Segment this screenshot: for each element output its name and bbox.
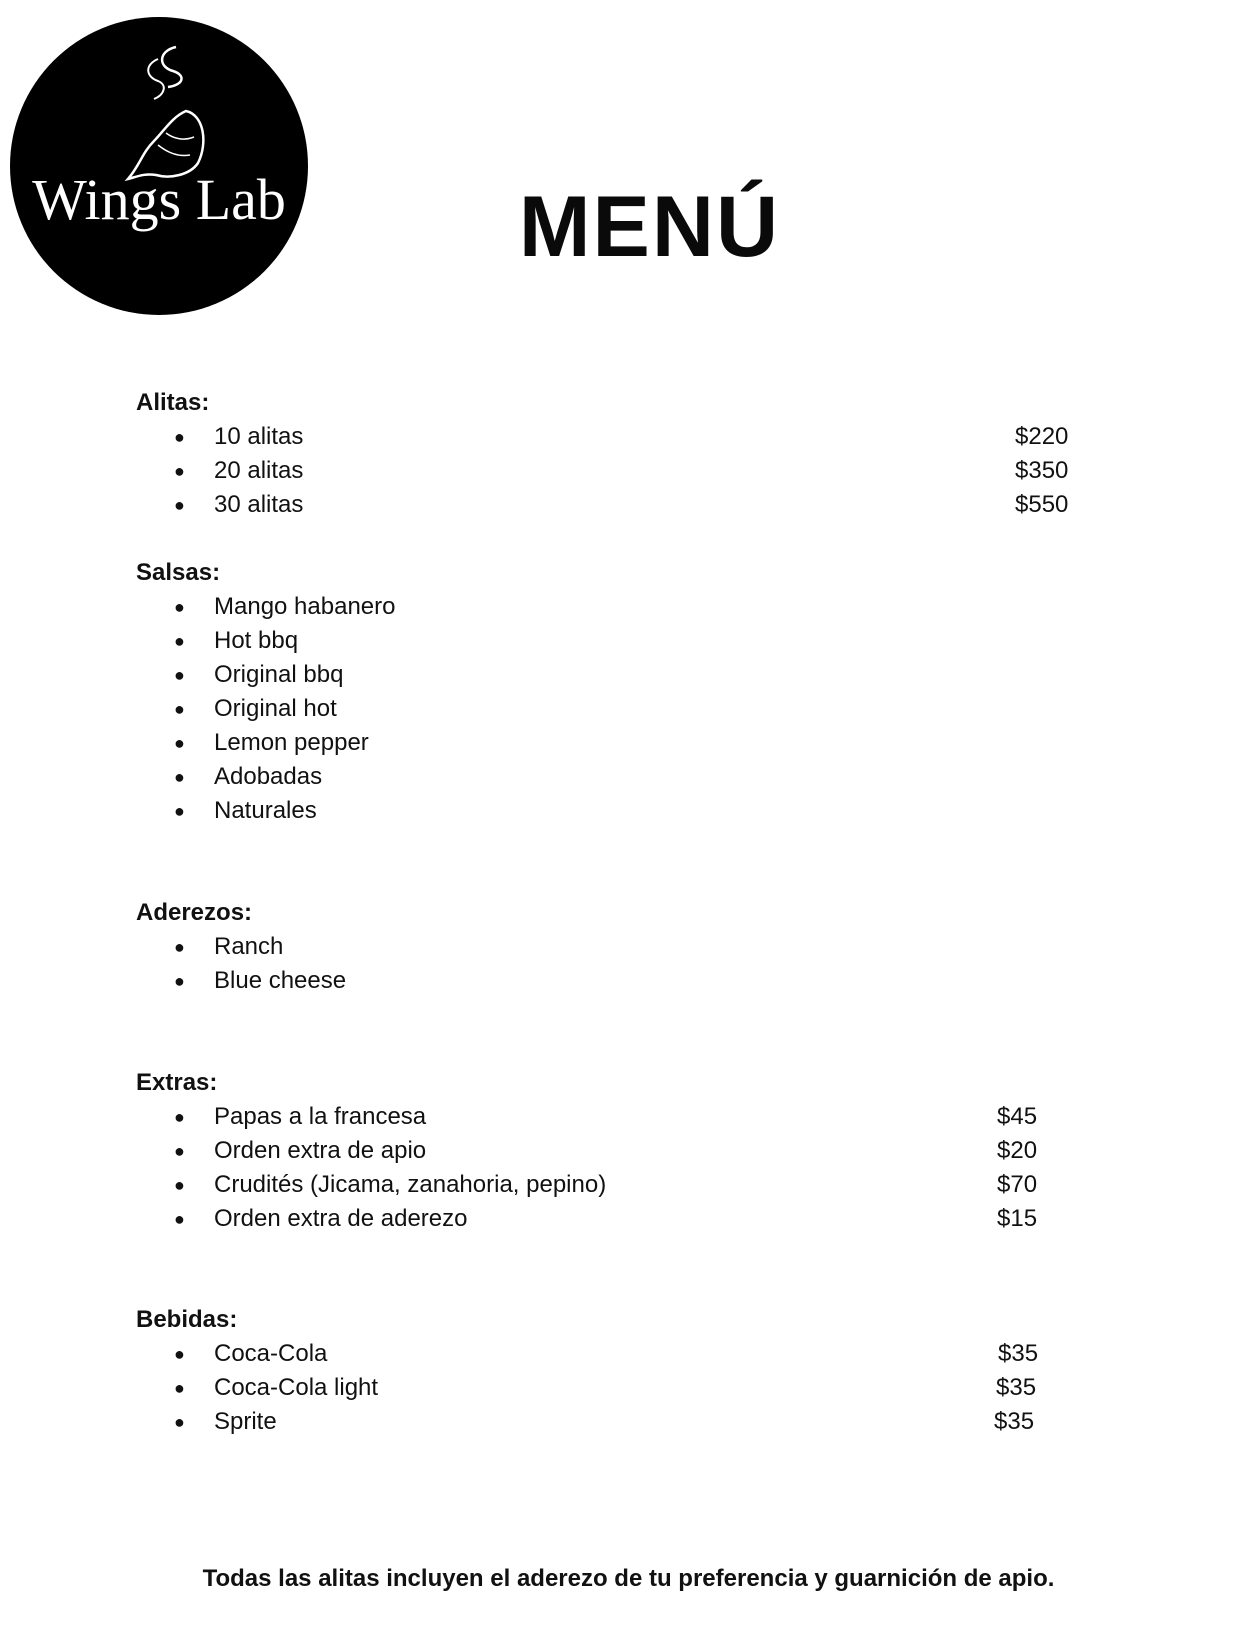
item-list bbox=[136, 930, 1086, 998]
bullet-icon: ● bbox=[174, 1175, 185, 1195]
item-label: Coca-Cola light bbox=[214, 1374, 379, 1401]
item-list bbox=[136, 1100, 1086, 1236]
item-price: $550 bbox=[1015, 491, 1069, 518]
bullet-icon: ● bbox=[174, 1107, 185, 1127]
bullet-icon: ● bbox=[174, 1412, 185, 1432]
bullet-icon: ● bbox=[174, 427, 185, 447]
bullet-icon: ● bbox=[174, 1378, 185, 1398]
item-label: Blue cheese bbox=[214, 967, 347, 994]
bullet-icon: ● bbox=[174, 631, 185, 651]
bullet-icon: ● bbox=[174, 801, 185, 821]
item-price: $35 bbox=[996, 1374, 1037, 1401]
section-heading: Alitas: bbox=[136, 389, 210, 416]
item-label: Sprite bbox=[214, 1408, 277, 1435]
bullet-icon: ● bbox=[174, 1344, 185, 1364]
section-bebidas bbox=[136, 1303, 1086, 1439]
list-item bbox=[136, 760, 1086, 794]
bullet-icon: ● bbox=[174, 767, 185, 787]
section-aderezos bbox=[136, 896, 1086, 998]
list-item bbox=[136, 590, 1086, 624]
item-label: Crudités (Jicama, zanahoria, pepino) bbox=[214, 1171, 607, 1198]
bullet-icon: ● bbox=[174, 733, 185, 753]
item-label: 30 alitas bbox=[214, 491, 304, 518]
bullet-icon: ● bbox=[174, 1141, 185, 1161]
list-item bbox=[136, 1202, 1086, 1236]
item-label: Ranch bbox=[214, 933, 284, 960]
footer-note: Todas las alitas incluyen el aderezo de tu preferencia y guarnición de apio. bbox=[202, 1565, 1055, 1592]
svg-text:Wings Lab: Wings Lab bbox=[32, 167, 286, 232]
list-item bbox=[136, 658, 1086, 692]
list-item bbox=[136, 488, 1086, 522]
section-heading: Bebidas: bbox=[136, 1306, 238, 1333]
item-price: $220 bbox=[1015, 423, 1069, 450]
list-item bbox=[136, 454, 1086, 488]
list-item bbox=[136, 1405, 1086, 1439]
item-price: $35 bbox=[998, 1340, 1039, 1367]
menu-title: MENÚ bbox=[518, 179, 781, 275]
item-label: Orden extra de aderezo bbox=[214, 1205, 468, 1232]
section-salsas bbox=[136, 556, 1086, 828]
bullet-icon: ● bbox=[174, 937, 185, 957]
bullet-icon: ● bbox=[174, 971, 185, 991]
item-label: Original hot bbox=[214, 695, 337, 722]
item-label: Naturales bbox=[214, 797, 317, 824]
bullet-icon: ● bbox=[174, 597, 185, 617]
section-heading: Extras: bbox=[136, 1069, 218, 1096]
item-price: $70 bbox=[997, 1171, 1038, 1198]
item-label: 10 alitas bbox=[214, 423, 304, 450]
item-price: $35 bbox=[994, 1408, 1035, 1435]
list-item bbox=[136, 624, 1086, 658]
item-label: Orden extra de apio bbox=[214, 1137, 427, 1164]
item-price: $350 bbox=[1015, 457, 1069, 484]
item-list bbox=[136, 1337, 1086, 1439]
item-label: Mango habanero bbox=[214, 593, 396, 620]
section-heading: Aderezos: bbox=[136, 899, 253, 926]
list-item bbox=[136, 1337, 1086, 1371]
list-item bbox=[136, 1371, 1086, 1405]
item-label: 20 alitas bbox=[214, 457, 304, 484]
item-label: Coca-Cola bbox=[214, 1340, 328, 1367]
section-alitas bbox=[136, 386, 1086, 522]
list-item bbox=[136, 420, 1086, 454]
list-item bbox=[136, 794, 1086, 828]
list-item bbox=[136, 1168, 1086, 1202]
bullet-icon: ● bbox=[174, 495, 185, 515]
section-heading: Salsas: bbox=[136, 559, 221, 586]
item-price: $20 bbox=[997, 1137, 1038, 1164]
item-list bbox=[136, 590, 1086, 828]
bullet-icon: ● bbox=[174, 461, 185, 481]
item-list bbox=[136, 420, 1086, 522]
item-label: Lemon pepper bbox=[214, 729, 369, 756]
item-label: Hot bbq bbox=[214, 627, 299, 654]
list-item bbox=[136, 726, 1086, 760]
list-item bbox=[136, 692, 1086, 726]
item-label: Adobadas bbox=[214, 763, 323, 790]
section-extras bbox=[136, 1066, 1086, 1236]
list-item bbox=[136, 1100, 1086, 1134]
bullet-icon: ● bbox=[174, 699, 185, 719]
item-label: Papas a la francesa bbox=[214, 1103, 427, 1130]
item-label: Original bbq bbox=[214, 661, 344, 688]
bullet-icon: ● bbox=[174, 1209, 185, 1229]
list-item bbox=[136, 1134, 1086, 1168]
list-item bbox=[136, 930, 1086, 964]
item-price: $15 bbox=[997, 1205, 1038, 1232]
item-price: $45 bbox=[997, 1103, 1038, 1130]
list-item bbox=[136, 964, 1086, 998]
bullet-icon: ● bbox=[174, 665, 185, 685]
